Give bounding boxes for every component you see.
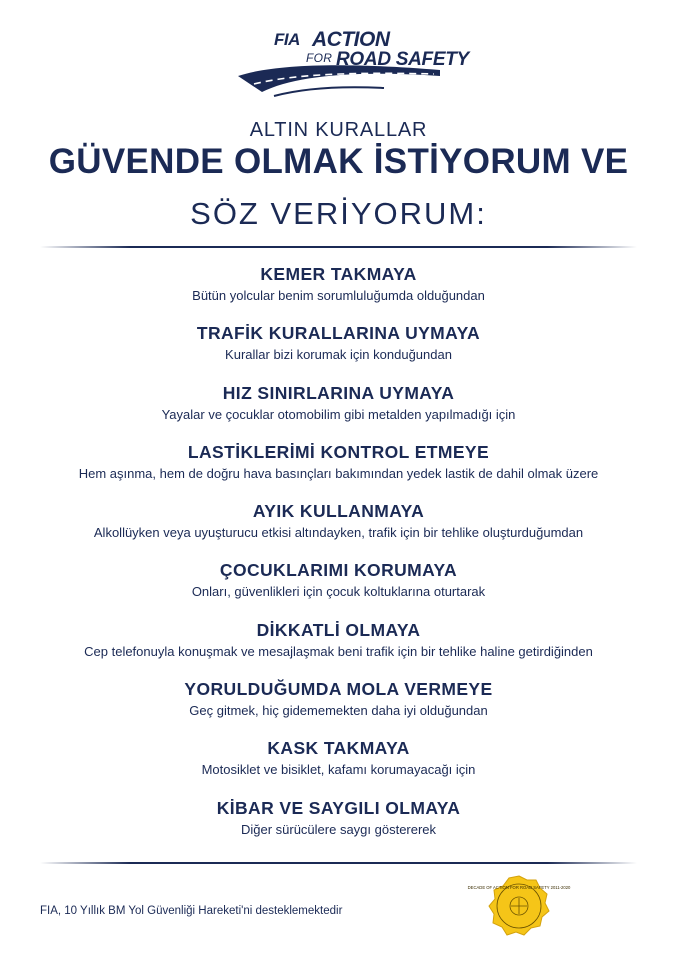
- top-divider: [40, 246, 637, 248]
- rule-title: KİBAR VE SAYGILI OLMAYA: [216, 797, 461, 818]
- bottom-divider: [40, 862, 637, 864]
- rule-description: Alkollüyken veya uyuşturucu etkisi altındayken, trafik için bir tehlike oluşturduğumdan: [93, 525, 584, 541]
- rule-item: [0, 677, 677, 736]
- footer-text: FIA, 10 Yıllık BM Yol Güvenliği Hareketi'ni desteklemektedir: [40, 905, 343, 917]
- badge-text: DECADE OF ACTION FOR ROAD SAFETY 2011-2020: [467, 885, 571, 890]
- rule-title: TRAFİK KURALLARINA UYMAYA: [196, 323, 481, 344]
- logo-fia-text: FIA: [274, 30, 300, 49]
- rule-title: AYIK KULLANMAYA: [252, 501, 425, 522]
- rule-item: [0, 262, 677, 321]
- rule-description: Geç gitmek, hiç gidememekten daha iyi olduğundan: [189, 703, 488, 719]
- rule-item: [0, 499, 677, 558]
- rule-title: LASTİKLERİMİ KONTROL ETMEYE: [187, 441, 490, 462]
- logo-for-text: FOR: [306, 51, 333, 65]
- rule-description: Cep telefonuyla konuşmak ve mesajlaşmak beni trafik için bir tehlike haline getirdiğinden: [84, 643, 593, 659]
- logo-road-safety-text: ROAD SAFETY: [336, 49, 469, 70]
- rule-title: HIZ SINIRLARINA UYMAYA: [222, 382, 455, 403]
- rule-description: Motosiklet ve bisiklet, kafamı korumayacağı için: [201, 762, 476, 778]
- rule-description: Diğer sürücülere saygı göstererek: [240, 821, 437, 837]
- rule-item: [0, 321, 677, 380]
- rule-item: [0, 440, 677, 499]
- rule-item: [0, 618, 677, 677]
- rule-item: [0, 558, 677, 617]
- decade-of-action-badge-icon: [467, 874, 571, 938]
- page-title-line1: GÜVENDE OLMAK İSTİYORUM VE: [48, 142, 629, 181]
- rule-item: [0, 381, 677, 440]
- rule-description: Kurallar bizi korumak için konduğundan: [225, 347, 452, 363]
- page-subtitle: ALTIN KURALLAR: [249, 119, 428, 141]
- rule-description: Yayalar ve çocuklar otomobilim gibi metalden yapılmadığı için: [161, 406, 516, 422]
- rule-title: ÇOCUKLARIMI KORUMAYA: [219, 560, 458, 581]
- fia-action-logo: [234, 26, 469, 106]
- rules-list: [0, 262, 677, 855]
- rule-description: Bütün yolcular benim sorumluluğumda olduğundan: [192, 288, 485, 303]
- rule-description: Hem aşınma, hem de doğru hava basınçları bakımından yedek lastik de dahil olmak üzere: [78, 465, 599, 481]
- rule-item: [0, 736, 677, 795]
- rule-title: KASK TAKMAYA: [267, 738, 410, 759]
- logo-action-text: ACTION: [312, 28, 390, 51]
- rule-title: DİKKATLİ OLMAYA: [256, 619, 421, 640]
- page-title-line2: SÖZ VERİYORUM:: [190, 196, 487, 231]
- rule-description: Onları, güvenlikleri için çocuk koltuklarına oturtarak: [191, 584, 486, 600]
- rule-title: KEMER TAKMAYA: [260, 264, 417, 284]
- rule-title: YORULDUĞUMDA MOLA VERMEYE: [184, 679, 493, 700]
- rule-item: [0, 796, 677, 855]
